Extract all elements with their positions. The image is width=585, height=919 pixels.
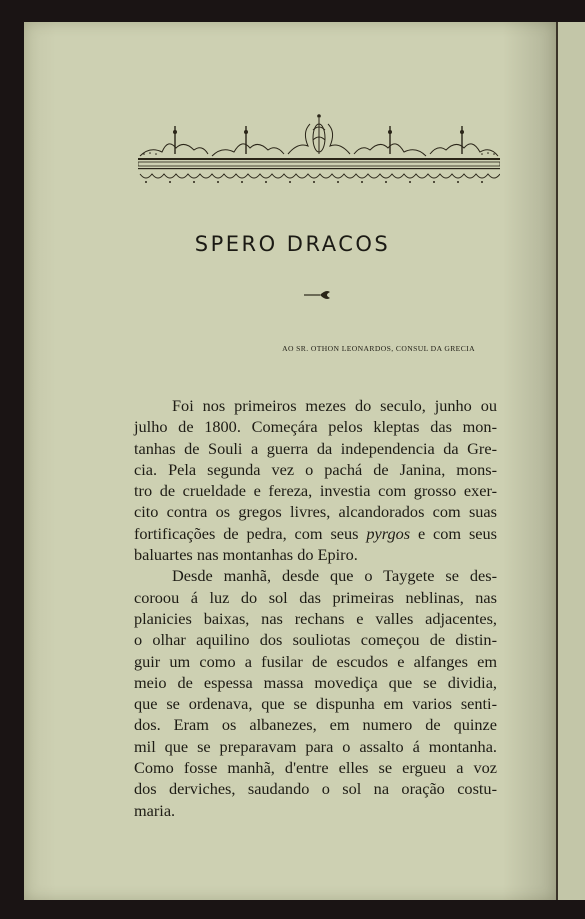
- chapter-title: SPERO DRACOS: [194, 232, 391, 256]
- text-line: tro de crueldade e fereza, investia com grosso exer-: [134, 481, 497, 501]
- text-line: Desde manhã, desde que o Taygete se des-: [172, 566, 497, 586]
- text-line: mil que se preparavam para o assalto á montanha.: [134, 736, 497, 756]
- text-line: fortificações de pedra, com seus pyrgos e com seus: [134, 523, 497, 543]
- text-line: tanhas de Souli a guerra da independencia da Gre-: [134, 438, 497, 458]
- text-line: cia. Pela segunda vez o pachá de Janina, mons-: [134, 459, 497, 479]
- text-line: coroou á luz do sol das primeiras neblinas, nas: [134, 587, 497, 607]
- italic-word: pyrgos: [366, 523, 411, 543]
- text-line: dos. Eram os albanezes, em numero de quinze: [134, 715, 497, 735]
- adjacent-page-edge: [556, 22, 585, 900]
- text-line: Foi nos primeiros mezes do seculo, junho ou: [172, 396, 497, 415]
- text-line: guir um como a fusilar de escudos e alfanges em: [134, 651, 497, 671]
- text-line: meio de espessa massa movediça que se dividia,: [134, 672, 497, 692]
- text-line: julho de 1800. Começára pelos kleptas das mon-: [134, 417, 497, 437]
- body-text: [134, 395, 497, 821]
- text-line: Como fosse manhã, d'entre elles se ergueu a voz: [134, 758, 497, 778]
- text-line: baluartes nas montanhas do Epiro.: [134, 545, 358, 565]
- decorative-headpiece: [138, 108, 500, 192]
- text-line: o olhar aquilino dos souliotas começou de distin-: [134, 630, 497, 650]
- text-line: planicies baixas, nas rechans e valles adjacentes,: [134, 608, 497, 628]
- text-line: maria.: [134, 800, 176, 820]
- text-line: dos derviches, saudando o sol na oração costu-: [134, 779, 497, 799]
- text-line: que se ordenava, que se dispunha em varios senti-: [134, 694, 497, 714]
- title-flourish: [302, 288, 332, 302]
- dedication: AO SR. OTHON LEONARDOS, CONSUL DA GRECIA: [282, 344, 475, 353]
- text-line: cito contra os gregos livres, alcandorados com suas: [134, 502, 497, 522]
